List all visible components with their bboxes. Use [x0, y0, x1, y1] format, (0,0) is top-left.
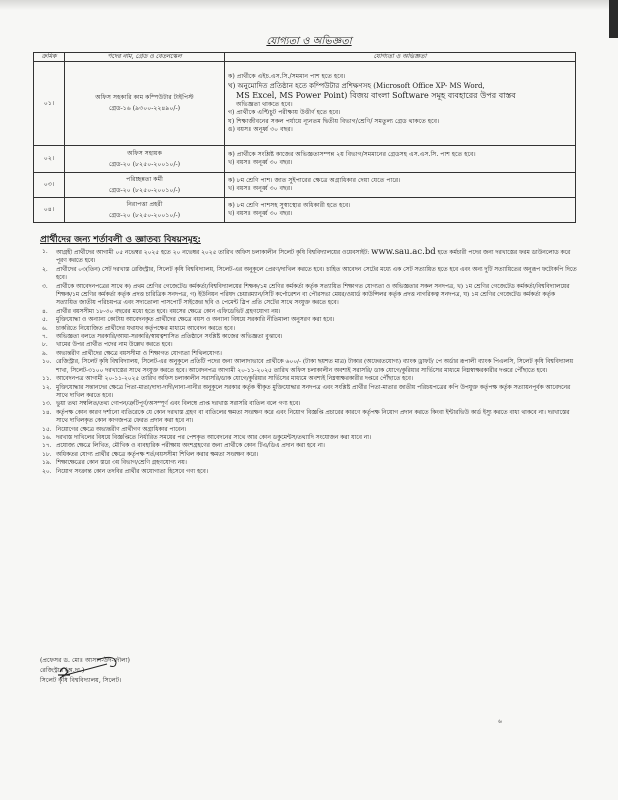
term-number: ২০. — [42, 468, 52, 475]
requirement: MS Excel, MS Power Point) বিজয় বাংলা Software সমূহ ব্যবহারের উপর বাস্তব — [236, 91, 516, 101]
term-number: ১৭. — [42, 443, 52, 450]
term-text: মুক্তিযোদ্ধা ও অন্যান্য কোটায় আবেদনকৃত প্রার্থীদের ক্ষেত্রে বয়স ও অন্যান্য বিষয়ে সরকারি নীতিমালা অনুসরণ করা হবে। — [56, 317, 335, 324]
post-name: অফিস সহকারি কাম কম্পিউটার টাইপিস্ট — [95, 94, 194, 101]
term-text: শিক্ষাক্ষেত্রের কোন স্তরে ৩য় বিভাগ/শ্রেণি গ্রহণযোগ্য নয়। — [56, 460, 187, 467]
term-text: চাকরিতে নিয়োজিত প্রার্থীদের যথাযথ কর্তৃপক্ষের মাধ্যমে আবেদন করতে হবে। — [56, 325, 235, 332]
requirements-cell — [225, 198, 576, 223]
requirement: গ) প্রার্থীকে এপ্টিচুট পরীক্ষায় উত্তীর্ণ হতে হবে। — [228, 109, 341, 117]
term-text: প্রার্থীকে আবেদনপত্রের সাথে ক) প্রথম শ্রেণির গেজেটেড কর্মকর্তা/বিশ্ববিদ্যালয়ের শিক্ষক/১ম শ্রেণির কর্মকর্তা কর্তৃক সত্যায়িত শিক্ষাগত যোগ্যতা ও অভিজ্ঞতার সকল সনদপত্র, খ) ১ম শ্রেণির গেজেটেড কর্মকর্তা/বিশ্ববিদ্যালয়ের শিক্ষক/১ম শ্রেণির কর্মকর্তা কর্তৃক প্রদত্ত চারিত্রিক সনদপত্র, গ) ইউনিয়ন পরিষদ চেয়ারম্যান/সিটি কর্পোরেশন বা পৌরসভা মেয়র/ওয়ার্ড কাউন্সিলর কর্তৃক প্রদত্ত নাগরিকত্ব সনদপত্র, ঘ) ১ম শ্রেণির গেজেটেড কর্মকর্তা কর্তৃক সত্যায়িত জাতীয় পরিচয়পত্র এবং সদ্যতোলা পাসপোর্ট সাইজের ছবি ও পেমেন্ট স্লিপ প্রতি সেটের সাথে সংযুক্ত করতে হবে। — [56, 283, 570, 307]
requirement: ঙ) বয়সঃ অনূর্ধ্ব ৩০ বছর। — [228, 126, 293, 134]
term-text: প্রার্থীর বয়সসীমা ১৮-৩০ বছরের মধ্যে হতে হবে। বয়সের ক্ষেত্রে কোন এফিডেভিট গ্রহণযোগ্য নয়। — [56, 308, 281, 315]
requirements-cell — [225, 146, 576, 173]
post-grade: গ্রেড-২০ (৮২৫০-২০০১০/-) — [108, 160, 181, 168]
term-number: ৩. — [42, 283, 48, 290]
scan-corner-mark — [609, 0, 618, 38]
post-cell — [65, 146, 225, 173]
signatory-institution: সিলেট কৃষি বিশ্ববিদ্যালয়, সিলেট। — [40, 677, 122, 684]
term-number: ১৯. — [42, 460, 52, 467]
term-number: ১৬. — [42, 434, 52, 441]
row-serial: ০৩। — [34, 173, 65, 198]
term-item — [42, 350, 577, 358]
term-number: ৭. — [42, 334, 48, 341]
table-row — [34, 198, 576, 223]
term-number: ১১. — [42, 376, 52, 383]
post-grade: গ্রেড-২০ (৮২৫০-২০০১০/-) — [108, 211, 181, 219]
term-item — [42, 358, 577, 375]
term-number: ১৮. — [42, 451, 52, 458]
term-item — [42, 409, 577, 426]
term-number: ২. — [42, 266, 48, 273]
term-item — [42, 308, 577, 316]
term-number: ১৩. — [42, 401, 52, 408]
term-text: আবেদনপত্র আগামী ২০-১১-২০২৫ তারিখ অফিস চলাকালীন সরাসরি/ডাক যোগে/কুরিয়ার সার্ভিসের মাধ্যমে অবশ্যই নিম্নস্বাক্ষরকারীর দপ্তরে পৌঁছাতে হবে। — [56, 376, 413, 383]
term-item — [42, 283, 577, 308]
post-cell — [65, 62, 225, 146]
term-text: দরখাস্ত দাখিলের বিষয়ে বিজ্ঞপ্তিতে নির্ধারিত সময়ের পর পেশকৃত আবেদনের সাথে আর কোন ডকুমেন্টস/তথ্যাদি সংযোজন করা যাবে না। — [56, 434, 372, 441]
term-item — [42, 375, 577, 383]
website-link[interactable]: www.sau.ac.bd — [371, 247, 436, 257]
requirement: খ) বয়সঃ অনূর্ধ্ব ৩০ বছর। — [228, 210, 293, 218]
term-item — [42, 434, 577, 442]
post-grade: গ্রেড-১৬ (৯৩০০-২২৪৯০/-) — [108, 105, 181, 113]
header-serial: ক্রমিক — [34, 53, 65, 62]
term-text-part: হতে কর্মচারী পদের জন্য দরখাস্তের ফরম ডাউনলোড করে পূরণ করতে হবে। — [56, 250, 571, 265]
terms-list — [42, 248, 577, 476]
row-serial: ০২। — [34, 146, 65, 173]
post-name: অফিস সহায়ক — [127, 149, 162, 157]
term-text: মুক্তিযোদ্ধার সন্তানদের ক্ষেত্রে পিতা-মাতা/দাদা-দাদী/নানা-নানীর অনুকূলে সরকার কর্তৃক স্বীকৃত মুক্তিযোদ্ধার সনদপত্র এবং সংশ্লিষ্ট প্রার্থীর পিতা-মাতার জাতীয় পরিচয়পত্রের কপি উপযুক্ত কর্তৃপক্ষ কর্তৃক সত্যায়নপূর্বক আবেদনের সাথে দাখিল করতে হবে। — [56, 384, 571, 399]
term-item — [42, 333, 577, 341]
term-text: নিয়োগের ক্ষেত্রে অভ্যন্তরীণ প্রার্থীগণ অগ্রাধিকার পাবেন। — [56, 426, 187, 433]
post-cell — [65, 173, 225, 198]
term-text: রেজিস্ট্রার, সিলেট কৃষি বিশ্ববিদ্যালয়, সিলেট-এর অনুকূলে প্রতিটি পদের জন্য আলাদাভাবে প্রার্থীকে ৬০০/- (টাকা ছয়শত মাত্র) টাকার (অফেরতযোগ্য) ব্যাংক ড্রাফট/ পে অর্ডার রূপালী ব্যাংক পিএলসি, সিলেট কৃষি বিশ্ববিদ্যালয় শাখা, সিলেট-৩১০০ দরখাস্তের সাথে সংযুক্ত করতে হবে। আবেদনপত্র আগামী ২০-১১-২০২৫ তারিখ অফিস চলাকালীন অবশ্যই সরাসরি/ ডাক যোগে/কুরিয়ার সার্ভিসের মাধ্যমে নিম্নস্বাক্ষরকারীর দপ্তরে পৌঁছাতে হবে। — [56, 359, 574, 374]
requirement: ক) ৮ম শ্রেণি পাশ। জাত সুইপারের ক্ষেত্রে অগ্রাধিকার দেয়া যেতে পারে। — [228, 177, 401, 184]
table-row — [34, 146, 576, 173]
term-number: ১০. — [42, 359, 52, 366]
header-qualification: যোগ্যতা ও অভিজ্ঞতা — [225, 53, 576, 62]
requirement: খ) বয়সঃ অনূর্ধ্ব ৩০ বছর। — [228, 159, 293, 167]
requirement: খ) অনুমোদিত প্রতিষ্ঠান হতে কম্পিউটার প্রশিক্ষণসহ (Microsoft Office XP- MS Word, — [228, 81, 485, 90]
term-text: ভুয়া তথ্য সম্বলিত/তথ্য গোপন/ত্রুটিপূর্ণ/অসম্পূর্ণ এবং বিলম্বে প্রাপ্ত দরখাস্ত সরাসরি বাতিল বলে গণ্য হবে। — [56, 401, 301, 408]
requirements-cell — [225, 173, 576, 198]
term-text: প্রার্থীদের ০৩(তিন) সেট দরখাস্ত রেজিস্ট্রার, সিলেট কৃষি বিশ্ববিদ্যালয়, সিলেট-এর অনুকূলে প্রেরণ/দাখিল করতে হবে। চাহিত আবেদন সেটের মধ্যে এক সেট সত্যায়িত হতে হবে এবং অন্য দুটি সত্যায়িতের অনুরূপ ফটোকপি দিতে হবে। — [56, 266, 577, 282]
term-item — [42, 325, 577, 333]
scan-top-shadow — [0, 0, 618, 10]
post-name: পরিচ্ছন্নতা কর্মী — [126, 175, 163, 183]
term-item — [42, 341, 577, 349]
term-item — [42, 400, 577, 408]
term-number: ৬. — [42, 325, 48, 332]
term-text: প্রযোজ্য ক্ষেত্রে লিখিত, মৌখিক ও ব্যবহারিক পরীক্ষায় অংশগ্রহণের জন্য প্রার্থীকে কোন টিএ/ডিএ প্রদান করা হবে না। — [56, 443, 325, 450]
term-item — [42, 468, 577, 476]
terms-heading: প্রার্থীদের জন্য শর্তাবলী ও জ্ঞাতব্য বিষয়সমূহ: — [40, 235, 201, 245]
term-number: ৮. — [42, 342, 48, 349]
term-item — [42, 442, 577, 450]
requirement: ক) ৮ম শ্রেণি পাশসহ সুস্বাস্থ্যের অধিকারী হতে হবে। — [228, 202, 351, 209]
requirement: ক) প্রার্থীকে এইচ.এস.সি./সমমান পাশ হতে হবে। — [228, 73, 346, 81]
table-row — [34, 62, 576, 146]
term-text: অধিকতর যোগ্য প্রার্থীর ক্ষেত্রে কর্তৃপক্ষ শর্ত/বয়সসীমা শিথিল করার ক্ষমতা সংরক্ষণ করে। — [56, 451, 259, 458]
term-item — [42, 426, 577, 434]
table-row — [34, 173, 576, 198]
term-number: ১২. — [42, 384, 52, 391]
requirement: ক) প্রার্থীকে সংশ্লিষ্ট কাজের অভিজ্ঞতাসম্পন্ন ২য় বিভাগ/সমমানের গ্রেডসহ এস.এস.সি. পাশ হতে হবে। — [228, 151, 476, 158]
term-number: ১৪. — [42, 409, 52, 416]
term-text: অভিজ্ঞতা বলতে সরকারি/আধা-সরকারি/স্বায়ত্বশাসিত প্রতিষ্ঠানে সংশ্লিষ্ট কাজের অভিজ্ঞতা বুঝাবে। — [56, 334, 283, 341]
term-item — [42, 459, 577, 467]
requirement: ঘ) শিক্ষাজীবনের সকল পর্যায়ে ন্যূনতম দ্বিতীয় বিভাগ/শ্রেণি/ সমতুল্য গ্রেড থাকতে হবে। — [228, 117, 440, 125]
post-cell — [65, 198, 225, 223]
row-serial: ০১। — [34, 62, 65, 146]
term-text: অভ্যন্তরীণ প্রার্থীদের ক্ষেত্রে বয়সসীমা ও শিক্ষাগত যোগ্যতা শিথিলযোগ্য। — [56, 350, 222, 357]
signatory-block — [40, 656, 130, 686]
signatory-name: (প্রফেসর ড. মোঃ আসাদ-উদ-দৌলা) — [40, 657, 130, 664]
row-serial: ০৪। — [34, 198, 65, 223]
term-number: ৫. — [42, 317, 48, 324]
requirements-cell — [225, 62, 576, 146]
term-item — [42, 266, 577, 283]
qualification-table — [33, 52, 576, 223]
term-text: নিয়োগ সংক্রান্ত কোন তদবির প্রার্থীর অযোগ্যতা হিসেবে গণ্য হবে। — [56, 468, 208, 475]
requirement: অভিজ্ঞতা থাকতে হবে। — [236, 101, 293, 109]
term-text: খামের উপর প্রার্থীত পদের নাম উল্লেখ করতে হবে। — [56, 342, 173, 349]
term-item — [42, 248, 577, 266]
term-number: ১৫. — [42, 426, 52, 433]
term-item — [42, 384, 577, 401]
term-number: ১. — [42, 249, 48, 255]
page-title: যোগ্যতা ও অভিজ্ঞতা — [266, 36, 352, 47]
header-post: পদের নাম, গ্রেড ও বেতনস্কেল — [65, 53, 225, 62]
term-text: কর্তৃপক্ষ কোন কারণ দর্শানো ব্যতিরেকে যে কোন দরখাস্ত গ্রহণ বা বাতিলের ক্ষমতা সংরক্ষণ করে এবং নিয়োগ বিজ্ঞপ্তি প্রচারের কারণে কর্তৃপক্ষ নিয়োগ প্রদান করতে কিংবা ইন্টারভিউ কার্ড ইস্যু করতে বাধ্য থাকবে না। দরখাস্তের সাথে দাখিলকৃত কোন কাগজপত্র ফেরত প্রদান করা হবে না। — [56, 409, 570, 425]
term-item — [42, 316, 577, 324]
term-text-part: আগ্রহী প্রার্থীদের আগামী ০৫ নভেম্বর ২০২৫ হতে ২০ নভেম্বর ২০২৫ তারিখ অফিস চলাকালীন সিলেট কৃষি বিশ্ববিদ্যালয়ের ওয়েবসাইট: — [56, 250, 372, 256]
term-text — [56, 248, 577, 266]
post-name: নিরাপত্তা প্রহরী — [126, 200, 163, 208]
requirement: খ) বয়সঃ অনূর্ধ্ব ৩০ বছর। — [228, 185, 293, 193]
post-grade: গ্রেড-২০ (৮২৫০-২০০১০/-) — [108, 186, 181, 194]
term-number: ৪. — [42, 308, 48, 315]
term-number: ৯. — [42, 350, 48, 357]
term-item — [42, 451, 577, 459]
table-header-row — [34, 53, 576, 62]
signatory-designation: রেজিস্ট্রার (অ.দা.) — [40, 667, 85, 674]
page-number: ৬ — [498, 718, 502, 725]
